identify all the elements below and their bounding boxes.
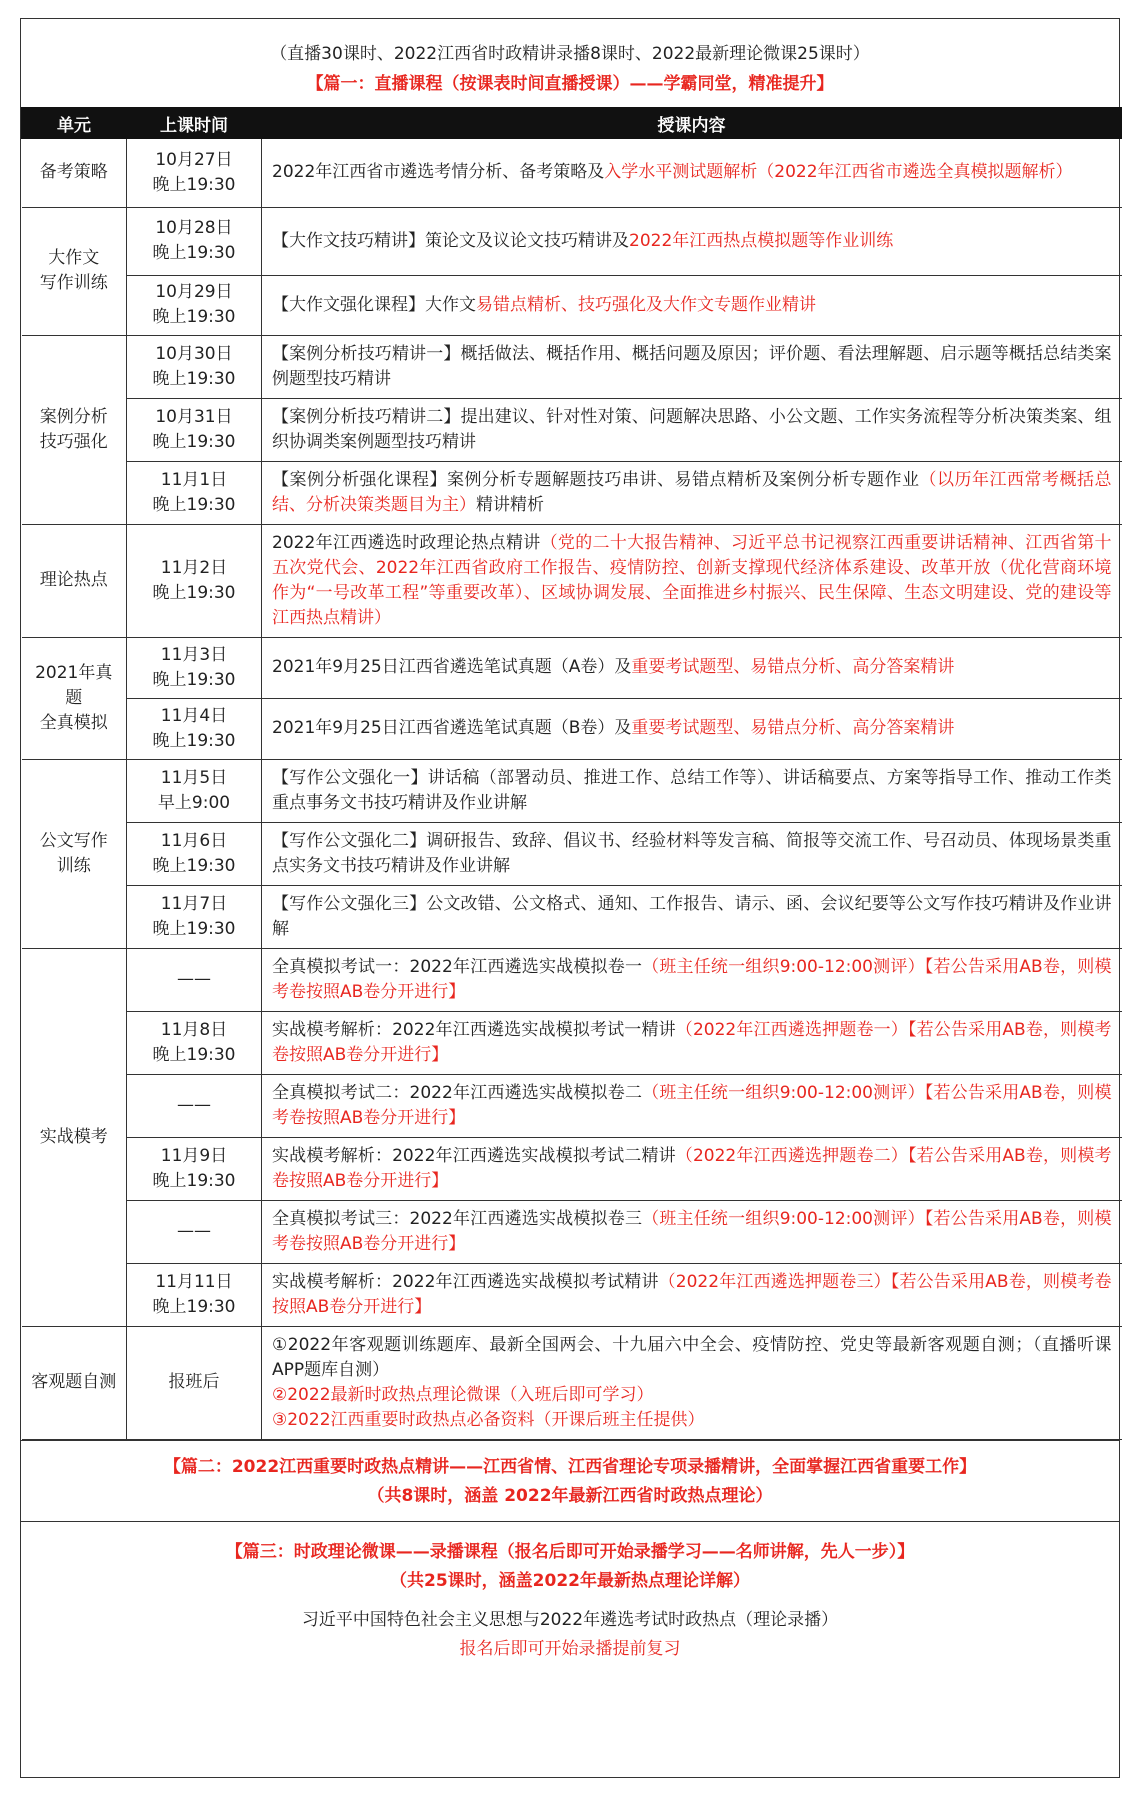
content-text: ①2022年客观题训练题库、最新全国两会、十九届六中全会、疫情防控、党史等最新客观题自测；（直播听课APP题库自测） (272, 1334, 1112, 1380)
content-cell (262, 1326, 1122, 1439)
content-text: 实战模考解析：2022年江西遴选实战模拟考试一精讲 (272, 1019, 676, 1040)
content-cell (262, 759, 1122, 822)
part2-title: 【篇二：2022江西重要时政热点精讲——江西省情、江西省理论专项录播精讲，全面掌握江西省重要工作】 (163, 1456, 977, 1477)
class-date: 10月31日 (155, 406, 233, 427)
content-highlight: （班主任统一组织9:00-12:00测评）【若公告采用AB卷，则模考卷按照AB卷分开进行】 (272, 1208, 1112, 1254)
content-text: 【写作公文强化三】公文改错、公文格式、通知、工作报告、请示、函、会议纪要等公文写作技巧精讲及作业讲解 (272, 893, 1112, 939)
unit-cell: 大作文 写作训练 (22, 207, 127, 335)
time-cell (127, 275, 262, 335)
content-cell (262, 524, 1122, 637)
content-cell (262, 698, 1122, 759)
class-date: —— (177, 1221, 211, 1241)
class-date: 11月1日 (160, 469, 228, 490)
content-text: 【案例分析技巧精讲二】提出建议、针对性对策、问题解决思路、小公文题、工作实务流程等分析决策类案、组织协调类案例题型技巧精讲 (272, 406, 1112, 452)
class-time: 晚上19:30 (152, 855, 236, 876)
unit-cell: 公文写作 训练 (22, 759, 127, 948)
content-cell (262, 207, 1122, 275)
content-text: 2021年9月25日江西省遴选笔试真题（A卷）及 (272, 657, 632, 677)
header-content: 授课内容 (262, 107, 1122, 139)
content-text: 【大作文强化课程】大作文 (272, 294, 476, 315)
class-date: 10月29日 (155, 282, 233, 302)
time-cell (127, 822, 262, 885)
table-row (22, 1011, 1122, 1074)
class-time: 晚上19:30 (152, 174, 236, 195)
content-highlight: （2022年江西遴选押题卷三）【若公告采用AB卷，则模考卷按照AB卷分开进行】 (272, 1271, 1112, 1317)
class-date: 11月5日 (160, 767, 228, 788)
class-date: 11月3日 (160, 644, 228, 665)
content-text: 全真模拟考试二：2022年江西遴选实战模拟卷二 (272, 1082, 643, 1103)
content-highlight: （班主任统一组织9:00-12:00测评）【若公告采用AB卷，则模考卷按照AB卷分开进行】 (272, 1082, 1112, 1128)
content-cell (262, 275, 1122, 335)
content-text: 实战模考解析：2022年江西遴选实战模拟考试精讲 (272, 1271, 659, 1292)
content-cell (262, 139, 1122, 207)
content-highlight: （班主任统一组织9:00-12:00测评）【若公告采用AB卷，则模考卷按照AB卷分开进行】 (272, 956, 1112, 1002)
table-row (22, 822, 1122, 885)
class-date: —— (177, 969, 211, 989)
content-text: 2021年9月25日江西省遴选笔试真题（B卷）及 (272, 718, 632, 738)
content-cell (262, 1011, 1122, 1074)
content-highlight: 易错点精析、技巧强化及大作文专题作业精讲 (476, 294, 816, 315)
time-cell (127, 1011, 262, 1074)
class-date: 10月30日 (155, 343, 233, 364)
content-highlight: （2022年江西遴选押题卷二）【若公告采用AB卷，则模考卷按照AB卷分开进行】 (272, 1145, 1112, 1191)
schedule-document (20, 18, 1120, 1778)
class-time: 早上9:00 (157, 792, 231, 813)
class-date: 10月27日 (155, 149, 233, 170)
time-cell (127, 637, 262, 698)
table-header-row (22, 107, 1122, 139)
table-row (22, 1137, 1122, 1200)
table-row (22, 759, 1122, 822)
table-row (22, 139, 1122, 207)
table-row (22, 637, 1122, 698)
content-text: 【写作公文强化一】讲话稿（部署动员、推进工作、总结工作等）、讲话稿要点、方案等指导工作、推动工作类重点事务文书技巧精讲及作业讲解 (272, 767, 1112, 813)
time-cell (127, 524, 262, 637)
part3-section (21, 1521, 1119, 1709)
unit-cell: 理论热点 (22, 524, 127, 637)
content-text: 【案例分析技巧精讲一】概括做法、概括作用、概括问题及原因；评价题、看法理解题、启示题等概括总结类案例题型技巧精讲 (272, 343, 1112, 389)
part2-note: （共8课时，涵盖 2022年最新江西省时政热点理论） (367, 1485, 773, 1506)
unit-cell: 案例分析 技巧强化 (22, 335, 127, 524)
class-time: 晚上19:30 (152, 307, 236, 327)
class-time: 晚上19:30 (152, 1170, 236, 1191)
class-date: 11月4日 (160, 705, 228, 726)
class-date: 报班后 (168, 1372, 220, 1392)
part3-line1: 习近平中国特色社会主义思想与2022年遴选考试时政热点（理论录播） (301, 1609, 839, 1630)
table-row (22, 948, 1122, 1011)
part3-line2: 报名后即可开始录播提前复习 (459, 1638, 681, 1659)
content-text: 2022年江西遴选时政理论热点精讲 (272, 532, 541, 553)
table-row (22, 275, 1122, 335)
class-time: 晚上19:30 (152, 1044, 236, 1065)
time-cell (127, 885, 262, 948)
class-time: 晚上19:30 (152, 1296, 236, 1317)
content-text: 实战模考解析：2022年江西遴选实战模拟考试二精讲 (272, 1145, 676, 1166)
time-cell (127, 698, 262, 759)
content-cell (262, 335, 1122, 398)
class-date: 10月28日 (155, 218, 233, 238)
table-body (22, 139, 1122, 1439)
part3-note: （共25课时，涵盖2022年最新热点理论详解） (390, 1570, 750, 1591)
content-highlight: （党的二十大报告精神、习近平总书记视察江西重要讲话精神、江西省第十五次党代会、2022年江西省政府工作报告、疫情防控、创新支撑现代经济体系建设、改革开放（优化营商环境作为“一号改革工程”等重要改革）、区域协调发展、全面推进乡村振兴、民生保障、生态文明建设、党的建设等江西热点精讲） (272, 532, 1112, 628)
content-cell (262, 1263, 1122, 1326)
class-time: 晚上19:30 (152, 243, 236, 263)
content-highlight: 重要考试题型、易错点分析、高分答案精讲 (631, 718, 955, 738)
part2-section (21, 1440, 1119, 1521)
content-cell (262, 461, 1122, 524)
class-time: 晚上19:30 (152, 669, 236, 690)
content-cell (262, 822, 1122, 885)
table-row (22, 1074, 1122, 1137)
time-cell (127, 461, 262, 524)
table-row (22, 524, 1122, 637)
intro-header (21, 19, 1119, 107)
content-cell (262, 637, 1122, 698)
content-cell (262, 1074, 1122, 1137)
time-cell (127, 335, 262, 398)
time-cell (127, 1326, 262, 1439)
content-text: 全真模拟考试三：2022年江西遴选实战模拟卷三 (272, 1208, 643, 1229)
table-row (22, 335, 1122, 398)
course-hours-summary: （直播30课时、2022江西省时政精讲录播8课时、2022最新理论微课25课时） (270, 44, 870, 64)
time-cell (127, 948, 262, 1011)
class-date: 11月11日 (155, 1271, 233, 1292)
header-unit: 单元 (22, 107, 127, 139)
content-highlight: （2022年江西遴选押题卷一）【若公告采用AB卷，则模考卷按照AB卷分开进行】 (272, 1019, 1112, 1065)
content-highlight: ③2022江西重要时政热点必备资料（开课后班主任提供） (272, 1409, 705, 1430)
part3-title: 【篇三：时政理论微课——录播课程（报名后即可开始录播学习——名师讲解，先人一步）】 (225, 1541, 915, 1562)
class-date: 11月2日 (160, 557, 228, 578)
class-time: 晚上19:30 (152, 368, 236, 389)
content-highlight: （以历年江西常考概括总结、分析决策类题目为主） (272, 469, 1112, 515)
table-row (22, 461, 1122, 524)
class-time: 晚上19:30 (152, 730, 236, 751)
content-highlight: 2022年江西热点模拟题等作业训练 (629, 230, 894, 251)
header-time: 上课时间 (127, 107, 262, 139)
unit-cell: 2021年真题 全真模拟 (22, 637, 127, 759)
content-text: 精讲精析 (476, 494, 544, 515)
content-cell (262, 1137, 1122, 1200)
content-highlight: 入学水平测试题解析（2022年江西省市遴选全真模拟题解析） (604, 162, 1073, 183)
table-row (22, 1263, 1122, 1326)
unit-cell: 备考策略 (22, 139, 127, 207)
time-cell (127, 207, 262, 275)
table-row (22, 885, 1122, 948)
content-cell (262, 1200, 1122, 1263)
class-date: 11月6日 (160, 830, 228, 851)
class-time: 晚上19:30 (152, 494, 236, 515)
class-date: 11月8日 (160, 1019, 228, 1040)
unit-cell: 实战模考 (22, 948, 127, 1326)
class-time: 晚上19:30 (152, 918, 236, 939)
content-text: 全真模拟考试一：2022年江西遴选实战模拟卷一 (272, 956, 643, 977)
content-text: 2022年江西省市遴选考情分析、备考策略及 (272, 162, 605, 183)
time-cell (127, 1137, 262, 1200)
table-row (22, 1326, 1122, 1439)
schedule-table (21, 107, 1122, 1440)
time-cell (127, 1074, 262, 1137)
content-cell (262, 398, 1122, 461)
content-highlight: 重要考试题型、易错点分析、高分答案精讲 (631, 657, 955, 677)
class-date: 11月9日 (160, 1145, 228, 1166)
time-cell (127, 759, 262, 822)
table-row (22, 698, 1122, 759)
table-row (22, 207, 1122, 275)
time-cell (127, 398, 262, 461)
class-time: 晚上19:30 (152, 431, 236, 452)
time-cell (127, 1263, 262, 1326)
time-cell (127, 1200, 262, 1263)
content-cell (262, 885, 1122, 948)
table-row (22, 398, 1122, 461)
content-text: 【写作公文强化二】调研报告、致辞、倡议书、经验材料等发言稿、简报等交流工作、号召动员、体现场景类重点实务文书技巧精讲及作业讲解 (272, 830, 1112, 876)
part1-title: 【篇一：直播课程（按课表时间直播授课）——学霸同堂，精准提升】 (306, 74, 834, 94)
content-text: 【大作文技巧精讲】策论文及议论文技巧精讲及 (272, 230, 629, 251)
class-time: 晚上19:30 (152, 582, 236, 603)
class-date: —— (177, 1095, 211, 1115)
unit-cell: 客观题自测 (22, 1326, 127, 1439)
content-cell (262, 948, 1122, 1011)
time-cell (127, 139, 262, 207)
table-row (22, 1200, 1122, 1263)
content-highlight: ②2022最新时政热点理论微课（入班后即可学习） (272, 1384, 654, 1405)
class-date: 11月7日 (160, 893, 228, 914)
content-text: 【案例分析强化课程】案例分析专题解题技巧串讲、易错点精析及案例分析专题作业 (272, 469, 920, 490)
